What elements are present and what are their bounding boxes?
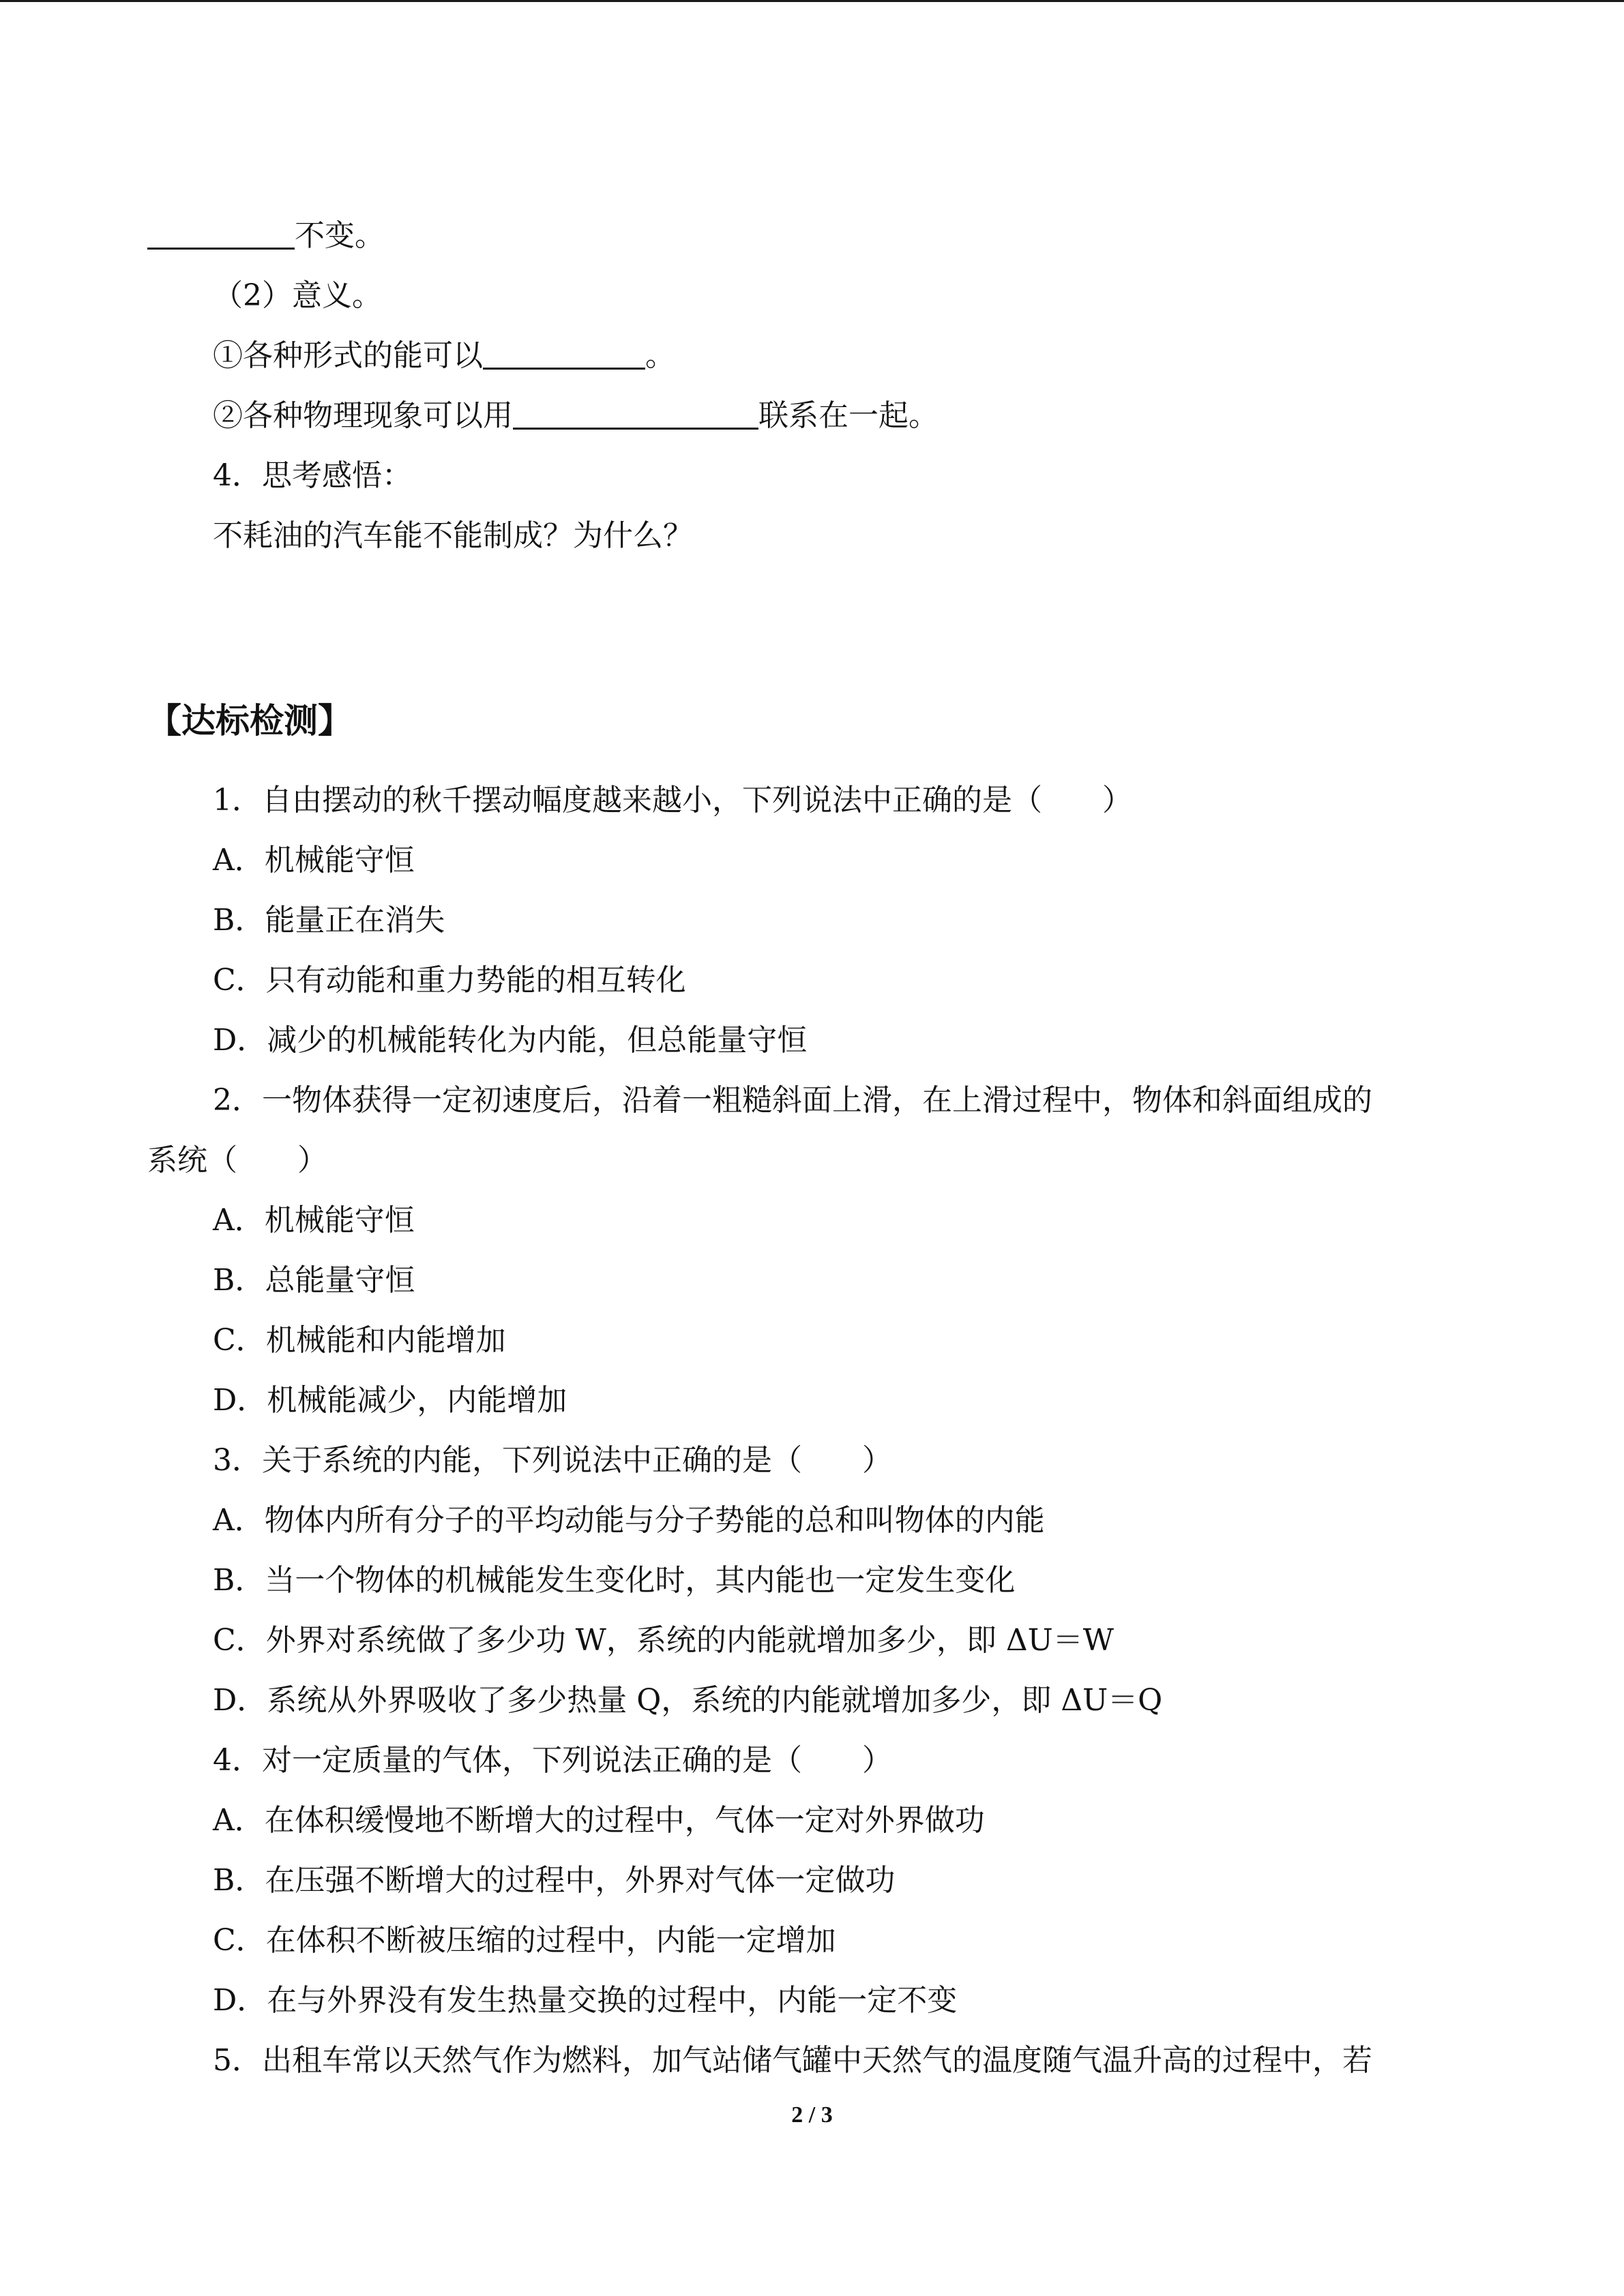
q4-option-b: B．在压强不断增大的过程中，外界对气体一定做功 [213,1863,896,1898]
q4-stem: 4．对一定质量的气体，下列说法正确的是（ ） [213,1743,892,1778]
fill-line-3-tail: 。 [645,338,675,373]
q5-stem-line-1: 5．出租车常以天然气作为燃料，加气站储气罐中天然气的温度随气温升高的过程中，若 [213,2043,1372,2078]
q4-option-a: A．在体积缓慢地不断增大的过程中，气体一定对外界做功 [213,1803,985,1838]
answer-blank-2[interactable] [483,338,645,370]
answer-blank-3[interactable] [513,398,758,430]
fill-line-3 [213,336,675,376]
q3-option-d: D．系统从外界吸收了多少热量 Q，系统的内能就增加多少，即 ΔU＝Q [213,1683,1163,1718]
q4-option-c: C．在体积不断被压缩的过程中，内能一定增加 [213,1923,836,1958]
q2-option-c: C．机械能和内能增加 [213,1323,506,1358]
fill-line-4-text: ②各种物理现象可以用 [213,398,513,433]
fill-line-5: 4．思考感悟： [213,458,412,493]
q3-option-c: C．外界对系统做了多少功 W，系统的内能就增加多少，即 ΔU＝W [213,1623,1114,1658]
q3-option-b: B．当一个物体的机械能发生变化时，其内能也一定发生变化 [213,1563,1016,1598]
fill-line-1 [147,215,385,256]
fill-line-6: 不耗油的汽车能不能制成？为什么？ [213,518,693,553]
q4-option-d: D．在与外界没有发生热量交换的过程中，内能一定不变 [213,1983,958,2018]
q1-option-d: D．减少的机械能转化为内能，但总能量守恒 [213,1023,808,1058]
section-title: 【达标检测】 [147,701,352,741]
q2-stem-line-2: 系统（ ） [147,1143,327,1178]
q2-option-a: A．机械能守恒 [213,1203,415,1238]
fill-line-2: （2）意义。 [213,278,382,313]
q2-option-b: B．总能量守恒 [213,1263,415,1298]
q1-option-b: B．能量正在消失 [213,903,445,938]
q3-option-a: A．物体内所有分子的平均动能与分子势能的总和叫物体的内能 [213,1503,1045,1538]
answer-blank-1[interactable] [147,218,295,250]
q1-stem: 1．自由摆动的秋千摆动幅度越来越小，下列说法中正确的是（ ） [213,783,1132,818]
q2-option-d: D．机械能减少，内能增加 [213,1383,567,1418]
page-number: 2 / 3 [791,2102,833,2128]
fill-line-4-tail: 联系在一起。 [758,398,939,433]
fill-line-3-text: ①各种形式的能可以 [213,338,483,373]
top-rule [0,0,1624,2]
q1-option-a: A．机械能守恒 [213,843,415,878]
fill-line-1-text: 不变。 [295,218,385,253]
q1-option-c: C．只有动能和重力势能的相互转化 [213,963,686,998]
fill-line-4 [213,396,939,436]
q3-stem: 3．关于系统的内能，下列说法中正确的是（ ） [213,1443,892,1478]
q2-stem-line-1: 2．一物体获得一定初速度后，沿着一粗糙斜面上滑，在上滑过程中，物体和斜面组成的 [213,1083,1372,1118]
